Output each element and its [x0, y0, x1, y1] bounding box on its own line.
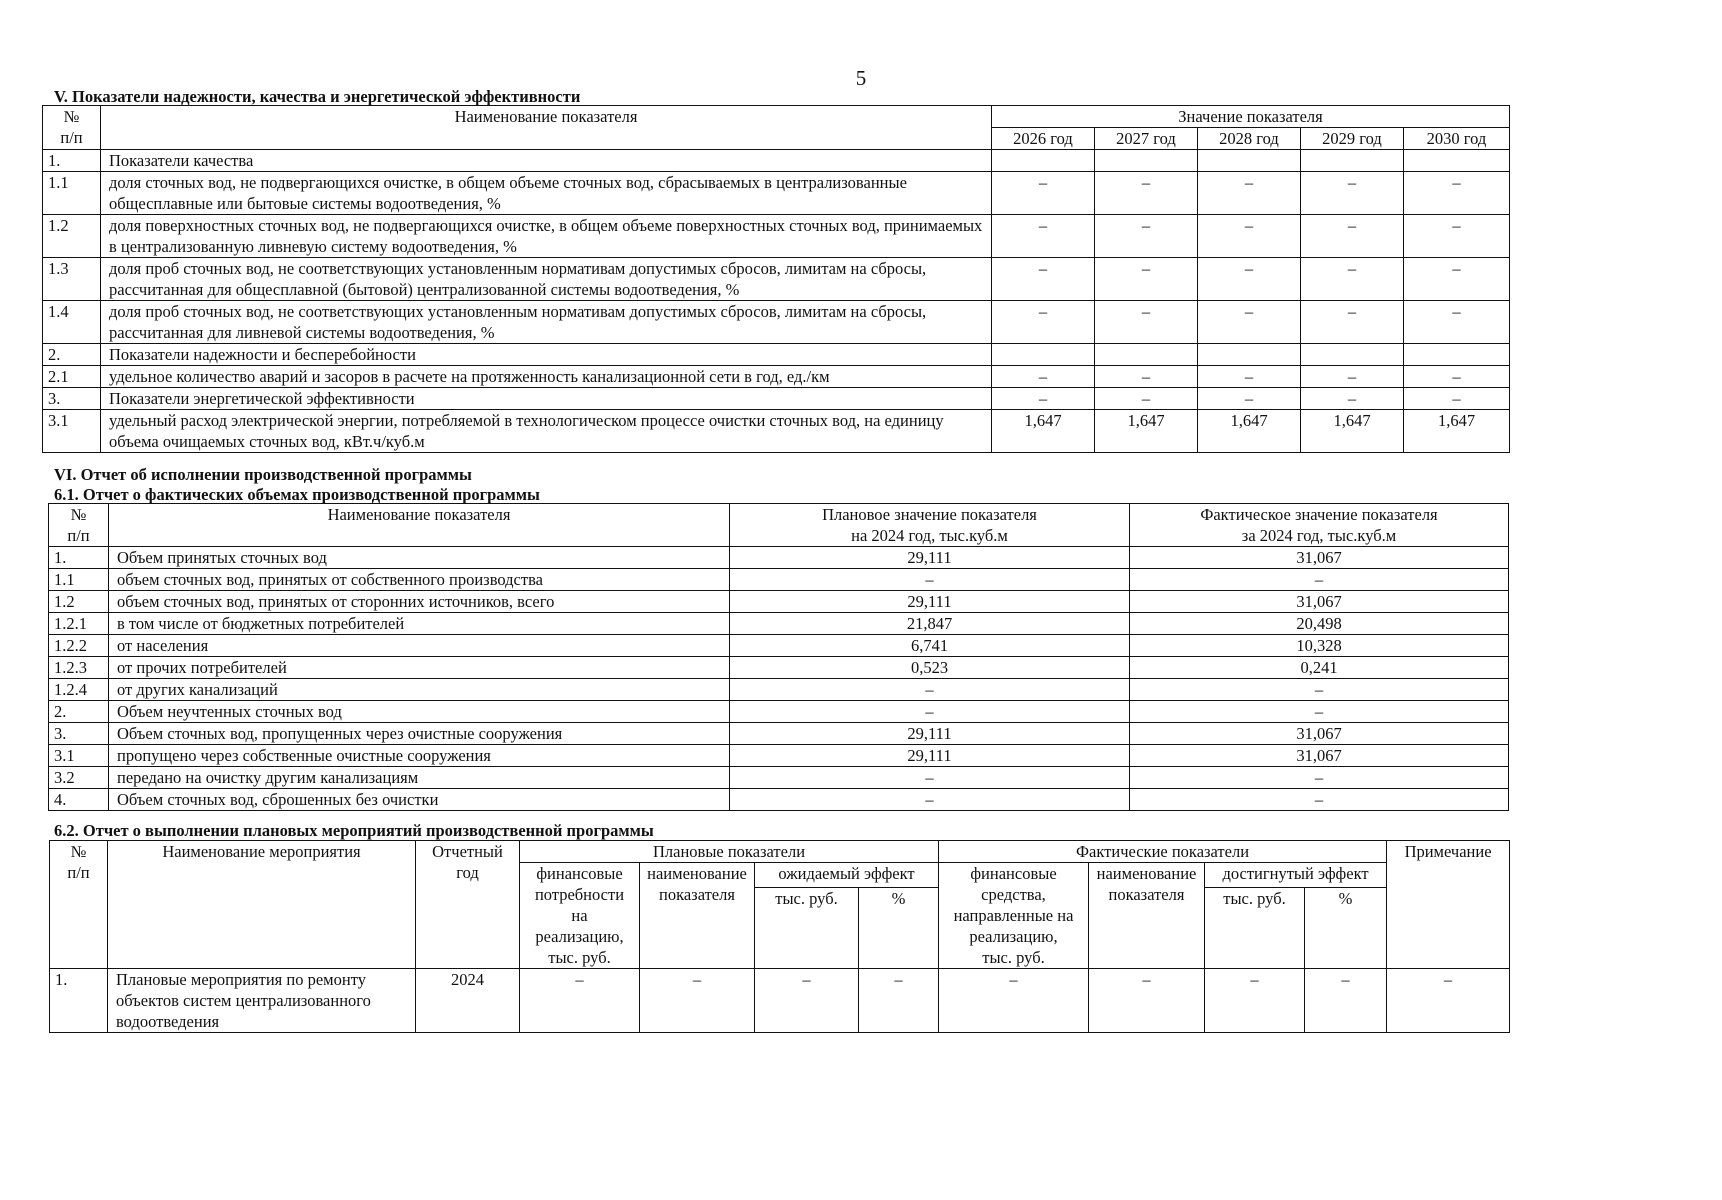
- indicator-value: [1301, 150, 1404, 172]
- indicator-name: объем сточных вод, принятых от сторонних источников, всего: [109, 591, 730, 613]
- indicator-name: передано на очистку другим канализациям: [109, 767, 730, 789]
- row-number: 1.2: [43, 215, 101, 258]
- measure-value: –: [1205, 969, 1305, 1033]
- indicator-name: удельное количество аварий и засоров в расчете на протяженность канализационной сети в год, ед./км: [101, 366, 992, 388]
- planned-indicators-header: Плановые показатели: [520, 841, 939, 863]
- plan-value: 6,741: [730, 635, 1130, 657]
- num-header: № п/п: [43, 106, 101, 150]
- indicator-value: –: [1095, 388, 1198, 410]
- fact-value-header: Фактическое значение показателя за 2024 год, тыс.куб.м: [1130, 504, 1509, 547]
- measure-value: –: [640, 969, 755, 1033]
- fact-percent-header: %: [1305, 888, 1387, 969]
- fact-value: 31,067: [1130, 591, 1509, 613]
- row-number: 1.2.2: [49, 635, 109, 657]
- indicator-name: от других канализаций: [109, 679, 730, 701]
- table-row: [43, 215, 1510, 258]
- fact-value: 20,498: [1130, 613, 1509, 635]
- plan-rub-header: тыс. руб.: [755, 888, 859, 969]
- fact-value: 31,067: [1130, 723, 1509, 745]
- name-header: Наименование показателя: [101, 106, 992, 150]
- indicator-value: –: [1301, 388, 1404, 410]
- row-number: 1.4: [43, 301, 101, 344]
- row-number: 3.2: [49, 767, 109, 789]
- fact-rub-header: тыс. руб.: [1205, 888, 1305, 969]
- measure-value: –: [755, 969, 859, 1033]
- indicator-value: –: [992, 388, 1095, 410]
- row-number: 4.: [49, 789, 109, 811]
- indicator-value: 1,647: [1095, 410, 1198, 453]
- plan-value: 29,111: [730, 591, 1130, 613]
- measure-value: –: [1089, 969, 1205, 1033]
- plan-value: 29,111: [730, 547, 1130, 569]
- plan-value: –: [730, 679, 1130, 701]
- measure-value: –: [939, 969, 1089, 1033]
- table-row: [49, 547, 1509, 569]
- fact-value: 10,328: [1130, 635, 1509, 657]
- indicators-table: [42, 105, 1510, 453]
- indicator-name: Объем сточных вод, сброшенных без очистки: [109, 789, 730, 811]
- year-header: 2029 год: [1301, 128, 1404, 150]
- row-number: 1.: [43, 150, 101, 172]
- plan-value-header: Плановое значение показателя на 2024 год, тыс.куб.м: [730, 504, 1130, 547]
- section-5-title: V. Показатели надежности, качества и энергетической эффективности: [54, 87, 581, 106]
- table-row: [49, 767, 1509, 789]
- indicator-value: –: [992, 366, 1095, 388]
- row-number: 1.2.1: [49, 613, 109, 635]
- table-row: [49, 635, 1509, 657]
- table-row: [43, 150, 1510, 172]
- page-number: 5: [855, 66, 867, 90]
- indicator-name: объем сточных вод, принятых от собственного производства: [109, 569, 730, 591]
- indicator-value: –: [1301, 258, 1404, 301]
- table-row: [49, 789, 1509, 811]
- row-number: 1.3: [43, 258, 101, 301]
- table-row: [43, 410, 1510, 453]
- volumes-table: [48, 503, 1509, 811]
- indicator-value: –: [1301, 366, 1404, 388]
- year-header: 2030 год: [1404, 128, 1510, 150]
- indicator-value: –: [1301, 301, 1404, 344]
- indicator-value: –: [992, 301, 1095, 344]
- indicator-value: –: [1198, 172, 1301, 215]
- plan-value: 29,111: [730, 745, 1130, 767]
- row-number: 3.: [49, 723, 109, 745]
- indicator-name: Показатели энергетической эффективности: [101, 388, 992, 410]
- indicator-value: –: [992, 258, 1095, 301]
- measure-name: Плановые мероприятия по ремонту объектов систем централизованного водоотведения: [108, 969, 416, 1033]
- table-row: [43, 301, 1510, 344]
- indicator-name: пропущено через собственные очистные сооружения: [109, 745, 730, 767]
- row-number: 2.1: [43, 366, 101, 388]
- fact-value: 31,067: [1130, 547, 1509, 569]
- row-number: 1.2.3: [49, 657, 109, 679]
- row-number: 3.: [43, 388, 101, 410]
- indicator-value: –: [1095, 258, 1198, 301]
- indicator-value: –: [1404, 366, 1510, 388]
- indicator-value: –: [1095, 172, 1198, 215]
- plan-finance-header: финансовые потребности на реализацию, тыс. руб.: [520, 863, 640, 969]
- indicator-value: –: [1198, 301, 1301, 344]
- table-row: [49, 745, 1509, 767]
- fact-value: –: [1130, 789, 1509, 811]
- note-header: Примечание: [1387, 841, 1510, 969]
- achieved-effect-header: достигнутый эффект: [1205, 863, 1387, 888]
- plan-value: –: [730, 767, 1130, 789]
- table-row: [43, 344, 1510, 366]
- fact-value: 0,241: [1130, 657, 1509, 679]
- indicator-value: –: [1198, 215, 1301, 258]
- indicator-value: –: [1404, 215, 1510, 258]
- indicator-value: [992, 150, 1095, 172]
- table-row: [43, 388, 1510, 410]
- indicator-name: в том числе от бюджетных потребителей: [109, 613, 730, 635]
- indicator-value: 1,647: [1301, 410, 1404, 453]
- measure-value: –: [1387, 969, 1510, 1033]
- indicator-value: –: [1404, 388, 1510, 410]
- indicator-value: –: [1301, 172, 1404, 215]
- row-number: 3.1: [43, 410, 101, 453]
- fact-value: –: [1130, 767, 1509, 789]
- plan-value: 0,523: [730, 657, 1130, 679]
- table-row: [49, 679, 1509, 701]
- indicator-name: от прочих потребителей: [109, 657, 730, 679]
- plan-value: –: [730, 569, 1130, 591]
- fact-indicator-name-header: наименование показателя: [1089, 863, 1205, 969]
- indicator-name: Объем принятых сточных вод: [109, 547, 730, 569]
- plan-value: 29,111: [730, 723, 1130, 745]
- measures-table: [49, 840, 1510, 1033]
- indicator-name: Объем неучтенных сточных вод: [109, 701, 730, 723]
- indicator-name: доля поверхностных сточных вод, не подвергающихся очистке, в общем объеме поверхностных сточных вод, принимаемых в централизованную ливневую систему водоотведения, %: [101, 215, 992, 258]
- num-header: № п/п: [50, 841, 108, 969]
- table-row: [49, 723, 1509, 745]
- plan-value: –: [730, 701, 1130, 723]
- table-row: [49, 701, 1509, 723]
- table-row: [50, 969, 1510, 1033]
- indicator-value: [1301, 344, 1404, 366]
- measure-value: –: [1305, 969, 1387, 1033]
- indicator-value: [1198, 150, 1301, 172]
- table-row: [49, 569, 1509, 591]
- indicator-name: удельный расход электрической энергии, потребляемой в технологическом процессе очистки сточных вод, на единицу объема очищаемых сточных вод, кВт.ч/куб.м: [101, 410, 992, 453]
- plan-value: 21,847: [730, 613, 1130, 635]
- indicator-name: доля проб сточных вод, не соответствующих установленным нормативам допустимых сбросов, лимитам на сбросы, рассчитанная для ливневой системы водоотведения, %: [101, 301, 992, 344]
- year-header: 2026 год: [992, 128, 1095, 150]
- row-number: 1.: [50, 969, 108, 1033]
- measure-name-header: Наименование мероприятия: [108, 841, 416, 969]
- row-number: 1.: [49, 547, 109, 569]
- indicator-value: [992, 344, 1095, 366]
- indicator-value: [1404, 344, 1510, 366]
- indicator-value: –: [1095, 366, 1198, 388]
- indicator-name: доля проб сточных вод, не соответствующих установленным нормативам допустимых сбросов, лимитам на сбросы, рассчитанная для общесплавной (бытовой) централизованной системы водоотведения, %: [101, 258, 992, 301]
- value-group-header: Значение показателя: [992, 106, 1510, 128]
- row-number: 1.1: [43, 172, 101, 215]
- indicator-value: –: [992, 215, 1095, 258]
- indicator-value: –: [1095, 215, 1198, 258]
- row-number: 1.2.4: [49, 679, 109, 701]
- indicator-value: –: [1198, 388, 1301, 410]
- indicator-name: Объем сточных вод, пропущенных через очистные сооружения: [109, 723, 730, 745]
- report-year-header: Отчетный год: [416, 841, 520, 969]
- indicator-name: Показатели качества: [101, 150, 992, 172]
- report-year: 2024: [416, 969, 520, 1033]
- measure-value: –: [859, 969, 939, 1033]
- table-row: [49, 591, 1509, 613]
- indicator-value: –: [1404, 172, 1510, 215]
- fact-value: –: [1130, 569, 1509, 591]
- plan-value: –: [730, 789, 1130, 811]
- table-row: [43, 258, 1510, 301]
- indicator-value: [1095, 344, 1198, 366]
- indicator-value: –: [1404, 301, 1510, 344]
- section-6-1-title: 6.1. Отчет о фактических объемах производственной программы: [54, 485, 540, 504]
- indicator-value: –: [1404, 258, 1510, 301]
- table-row: [49, 613, 1509, 635]
- table-row: [49, 657, 1509, 679]
- name-header: Наименование показателя: [109, 504, 730, 547]
- indicator-value: 1,647: [992, 410, 1095, 453]
- row-number: 1.1: [49, 569, 109, 591]
- indicator-value: 1,647: [1198, 410, 1301, 453]
- fact-value: –: [1130, 679, 1509, 701]
- section-6-title: VI. Отчет об исполнении производственной программы: [54, 465, 472, 484]
- indicator-name: доля сточных вод, не подвергающихся очистке, в общем объеме сточных вод, сбрасываемых в централизованные общесплавные или бытовые системы водоотведения, %: [101, 172, 992, 215]
- fact-finance-header: финансовые средства, направленные на реализацию, тыс. руб.: [939, 863, 1089, 969]
- table-row: [43, 366, 1510, 388]
- measure-value: –: [520, 969, 640, 1033]
- indicator-value: [1198, 344, 1301, 366]
- num-header: № п/п: [49, 504, 109, 547]
- year-header: 2028 год: [1198, 128, 1301, 150]
- expected-effect-header: ожидаемый эффект: [755, 863, 939, 888]
- indicator-value: –: [1198, 258, 1301, 301]
- indicator-value: [1404, 150, 1510, 172]
- plan-indicator-name-header: наименование показателя: [640, 863, 755, 969]
- indicator-value: 1,647: [1404, 410, 1510, 453]
- indicator-name: Показатели надежности и бесперебойности: [101, 344, 992, 366]
- table-row: [43, 172, 1510, 215]
- row-number: 1.2: [49, 591, 109, 613]
- indicator-value: –: [992, 172, 1095, 215]
- actual-indicators-header: Фактические показатели: [939, 841, 1387, 863]
- indicator-name: от населения: [109, 635, 730, 657]
- indicator-value: [1095, 150, 1198, 172]
- year-header: 2027 год: [1095, 128, 1198, 150]
- indicator-value: –: [1095, 301, 1198, 344]
- indicator-value: –: [1301, 215, 1404, 258]
- fact-value: 31,067: [1130, 745, 1509, 767]
- section-6-2-title: 6.2. Отчет о выполнении плановых мероприятий производственной программы: [54, 821, 654, 840]
- fact-value: –: [1130, 701, 1509, 723]
- plan-percent-header: %: [859, 888, 939, 969]
- row-number: 3.1: [49, 745, 109, 767]
- indicator-value: –: [1198, 366, 1301, 388]
- row-number: 2.: [43, 344, 101, 366]
- row-number: 2.: [49, 701, 109, 723]
